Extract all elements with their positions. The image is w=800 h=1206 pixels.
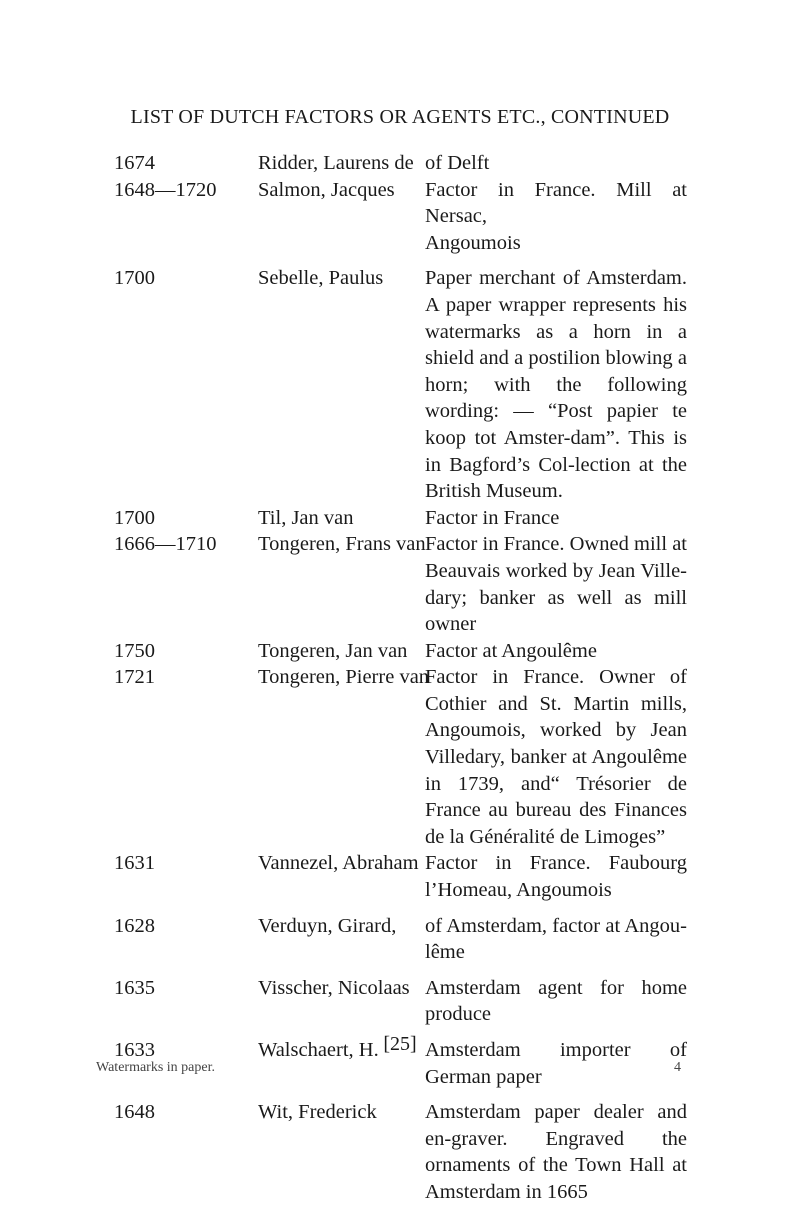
entry-year: 1648 bbox=[114, 1101, 155, 1124]
entry-name: Visscher, Nicolaas bbox=[258, 976, 410, 999]
entry-description: Factor at Angoulême bbox=[425, 639, 597, 662]
entry-year: 1666—1710 bbox=[114, 533, 217, 556]
entry-description: Factor in France. Mill at Nersac, Angoumois bbox=[425, 178, 687, 254]
entry-year: 1674 bbox=[114, 152, 155, 174]
entry-name: Verduyn, Girard, bbox=[258, 914, 397, 937]
entry-name: Tongeren, Pierre van bbox=[258, 666, 430, 689]
entry-description: Amsterdam paper dealer and en-graver. Engraved the ornaments of the Town Hall at Amsterdam in 1665 bbox=[425, 1101, 687, 1203]
entry-year: 1721 bbox=[114, 666, 155, 689]
entry-name: Walschaert, H. bbox=[258, 1039, 379, 1061]
entry-description: Factor in France. Owned mill at Beauvais worked by Jean Ville-dary; banker as well as mill owner bbox=[425, 533, 687, 636]
entry-name: Tongeren, Frans van bbox=[258, 533, 426, 556]
list-item bbox=[0, 265, 800, 504]
list-item bbox=[0, 150, 800, 177]
entry-description: of Amsterdam, factor at Angou-lême bbox=[425, 914, 687, 964]
entry-name: Ridder, Laurens de bbox=[258, 152, 414, 174]
entry-year: 1700 bbox=[114, 267, 155, 290]
entry-year: 1635 bbox=[114, 976, 155, 999]
entry-name: Vannezel, Abraham bbox=[258, 852, 419, 875]
list-item bbox=[0, 531, 800, 637]
entry-description: of Delft bbox=[425, 152, 490, 174]
page-title: LIST OF DUTCH FACTORS OR AGENTS ETC., CONTINUED bbox=[130, 106, 670, 128]
list-item bbox=[0, 850, 800, 903]
entry-name: Tongeren, Jan van bbox=[258, 639, 408, 662]
entry-year: 1750 bbox=[114, 639, 155, 662]
footer-source-label: Watermarks in paper. bbox=[96, 1060, 215, 1075]
list-item bbox=[0, 638, 800, 665]
entry-description: Amsterdam importer of German paper bbox=[425, 1039, 687, 1088]
entry-year: 1648—1720 bbox=[114, 178, 217, 201]
list-item bbox=[0, 975, 800, 1028]
list-item bbox=[0, 664, 800, 850]
entry-name: Wit, Frederick bbox=[258, 1101, 377, 1124]
page-number: [25] bbox=[383, 1033, 417, 1055]
entry-description: Factor in France. Faubourg l’Homeau, Angoumois bbox=[425, 852, 687, 902]
list-item bbox=[0, 177, 800, 257]
entry-year: 1700 bbox=[114, 506, 155, 529]
entry-description: Factor in France. Owner of Cothier and St. Martin mills, Angoumois, worked by Jean Villedary, banker at Angoulême in 1739, and“ Trésorier de France au bureau des Finances de la Généralité de Limoges” bbox=[425, 666, 687, 848]
entry-description: Factor in France bbox=[425, 506, 560, 529]
entry-name: Til, Jan van bbox=[258, 506, 354, 529]
entry-year: 1628 bbox=[114, 914, 155, 937]
entry-description: Paper merchant of Amsterdam. A paper wrapper represents his watermarks as a horn in a shield and a postilion blowing a horn; with the following wording: — “Post papier te koop tot Amster-dam”. This is in Bagford’s Col-lection at the British Museum. bbox=[425, 267, 687, 503]
list-item bbox=[0, 505, 800, 532]
entry-year: 1633 bbox=[114, 1039, 155, 1061]
list-item bbox=[0, 1099, 800, 1205]
entry-description: Amsterdam agent for home produce bbox=[425, 976, 687, 1026]
list-item bbox=[0, 913, 800, 966]
entry-year: 1631 bbox=[114, 852, 155, 875]
entry-name: Sebelle, Paulus bbox=[258, 267, 384, 290]
footer-sheet-number: 4 bbox=[674, 1060, 681, 1075]
entry-name: Salmon, Jacques bbox=[258, 178, 395, 201]
